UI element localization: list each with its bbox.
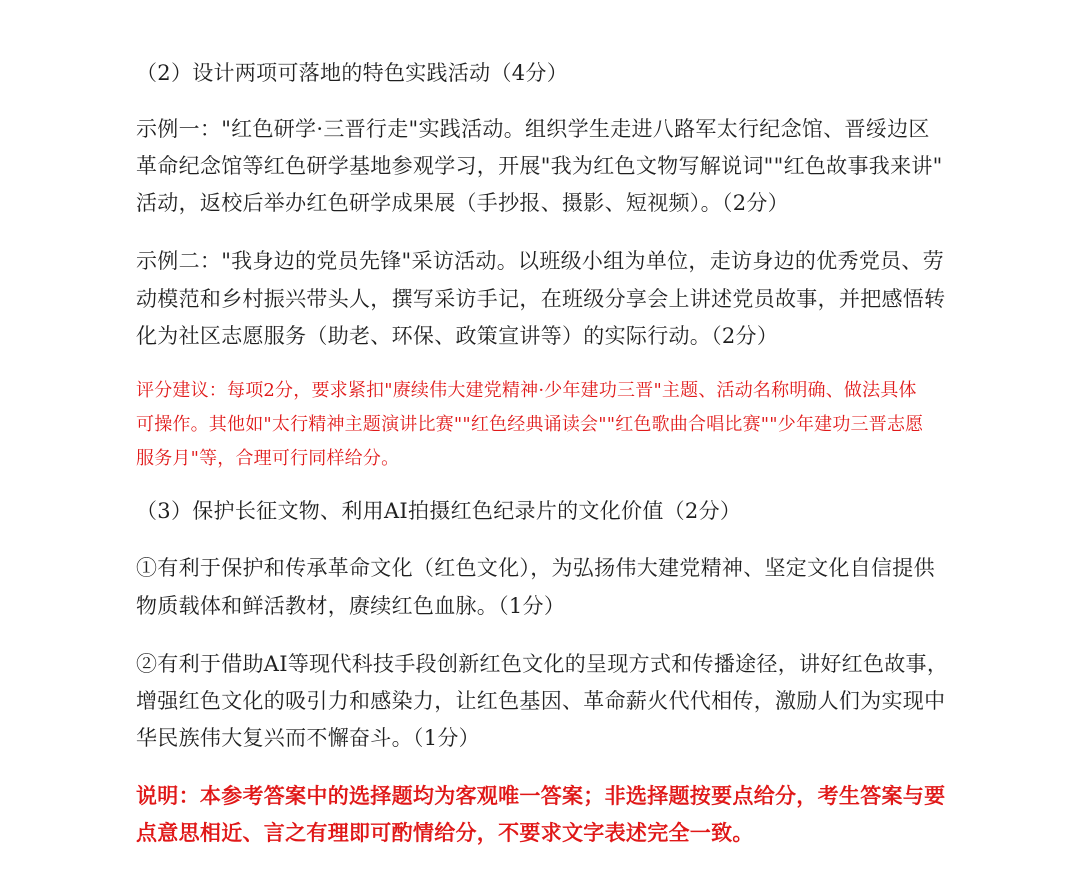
point2-line-2: 增强红色文化的吸引力和感染力，让红色基因、革命薪火代代相传，激励人们为实现中: [136, 689, 946, 713]
point2-line-3: 华民族伟大复兴而不懈奋斗。（1分）: [136, 726, 480, 750]
scoring-line-1: 评分建议：每项2分，要求紧扣"赓续伟大建党精神·少年建功三晋"主题、活动名称明确、做法具体: [136, 380, 917, 401]
point1-line-2: 物质载体和鲜活教材，赓续红色血脉。（1分）: [136, 594, 566, 618]
example1-line-1: 示例一："红色研学·三晋行走"实践活动。组织学生走进八路军太行纪念馆、晋绥边区: [136, 117, 930, 141]
scoring-line-2: 可操作。其他如"太行精神主题演讲比赛""红色经典诵读会""红色歌曲合唱比赛""少年建功三晋志愿: [136, 414, 924, 435]
section3-heading: （3）保护长征文物、利用AI拍摄红色纪录片的文化价值（2分）: [136, 499, 742, 523]
example1-line-3: 活动，返校后举办红色研学成果展（手抄报、摄影、短视频）。（2分）: [136, 191, 789, 215]
example2-line-3: 化为社区志愿服务（助老、环保、政策宣讲等）的实际行动。（2分）: [136, 324, 779, 348]
example2-line-1: 示例二："我身边的党员先锋"采访活动。以班级小组为单位，走访身边的优秀党员、劳: [136, 249, 945, 273]
note-line-2: 点意思相近、言之有理即可酌情给分，不要求文字表述完全一致。: [136, 821, 754, 845]
point2-line-1: ②有利于借助AI等现代科技手段创新红色文化的呈现方式和传播途径，讲好红色故事，: [136, 652, 949, 676]
point1-line-1: ①有利于保护和传承革命文化（红色文化），为弘扬伟大建党精神、坚定文化自信提供: [136, 556, 935, 580]
section2-heading: （2）设计两项可落地的特色实践活动（4分）: [136, 61, 569, 85]
scoring-line-3: 服务月"等，合理可行同样给分。: [136, 448, 400, 469]
note-line-1: 说明：本参考答案中的选择题均为客观唯一答案；非选择题按要点给分，考生答案与要: [136, 784, 946, 808]
example1-line-2: 革命纪念馆等红色研学基地参观学习，开展"我为红色文物写解说词""红色故事我来讲": [136, 154, 943, 178]
example2-line-2: 动模范和乡村振兴带头人，撰写采访手记，在班级分享会上讲述党员故事，并把感悟转: [136, 287, 946, 311]
